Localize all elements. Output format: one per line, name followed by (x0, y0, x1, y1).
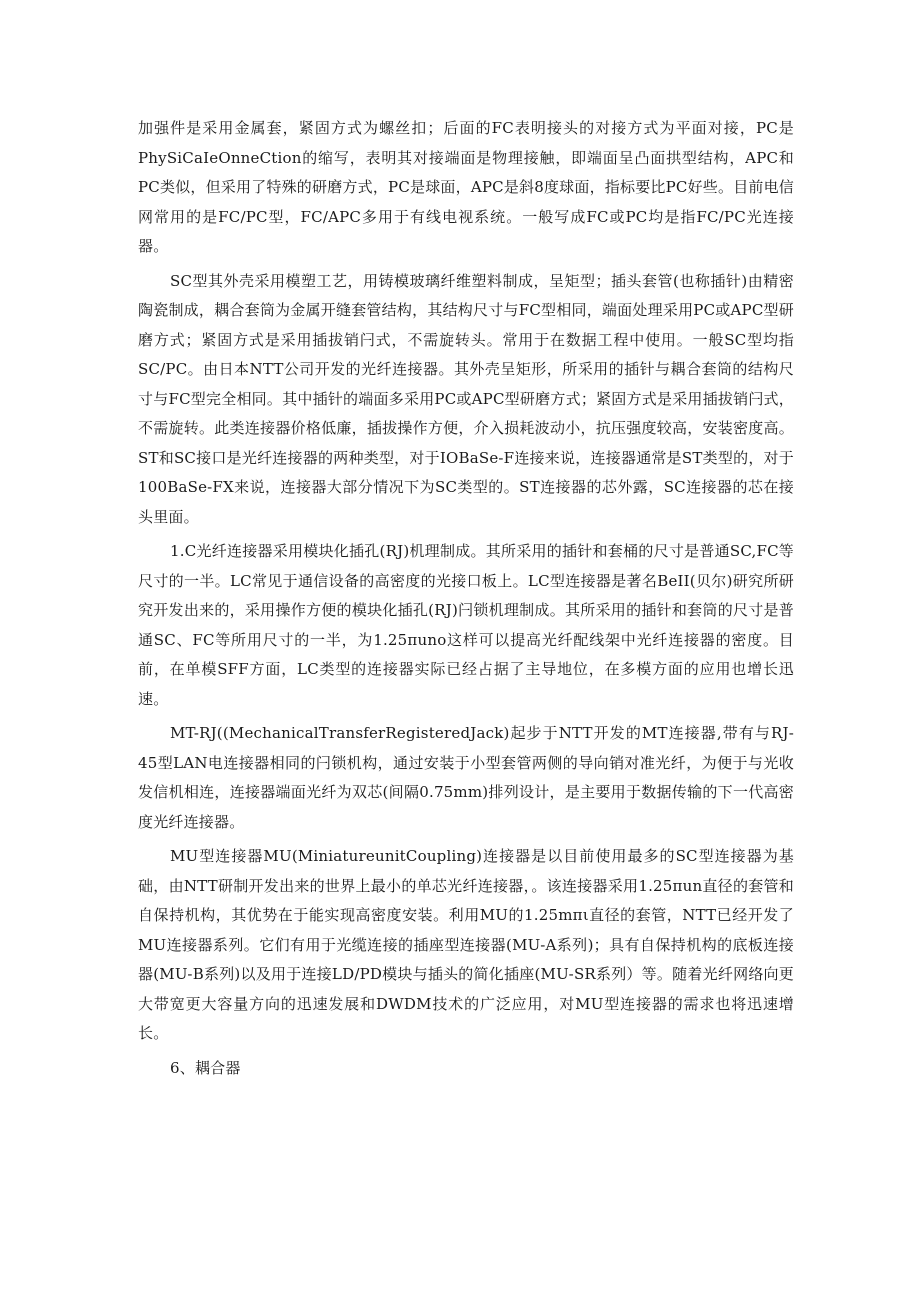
section-heading: 6、耦合器 (170, 1058, 241, 1077)
document-page (138, 114, 794, 1083)
paragraph-mtrj-connector: MT-RJ((MechanicalTransferRegisteredJack)起步于NTT开发的MT连接器,带有与RJ-45型LAN电连接器相同的闩锁机构，通过安装于小型套管两侧的导向销对准光纤，为便于与光收发信机相连，连接器端面光纤为双芯(间隔0.75mm)排列设计，是主要用于数据传输的下一代高密度光纤连接器。 (138, 724, 794, 831)
paragraph-mu-connector: MU型连接器MU(MiniatureunitCoupling)连接器是以目前使用最多的SC型连接器为基础，由NTT研制开发出来的世界上最小的单芯光纤连接器，。该连接器采用1.25πun直径的套管和自保持机构，其优势在于能实现高密度安装。利用MU的1.25mπι直径的套管，NTT已经开发了MU连接器系列。它们有用于光缆连接的插座型连接器(MU-A系列)；具有自保持机构的底板连接器(MU-B系列)以及用于连接LD/PD模块与插头的简化插座(MU-SR系列）等。随着光纤网络向更大带宽更大容量方向的迅速发展和DWDM技术的广泛应用，对MU型连接器的需求也将迅速增长。 (138, 847, 794, 1042)
paragraph-sc-connector: SC型其外壳采用模塑工艺，用铸模玻璃纤维塑料制成，呈矩型；插头套管(也称插针)由精密陶瓷制成，耦合套筒为金属开缝套管结构，其结构尺寸与FC型相同，端面处理采用PC或APC型研磨方式；紧固方式是采用插拔销闩式，不需旋转头。常用于在数据工程中使用。一般SC型均指SC/PC。由日本NTT公司开发的光纤连接器。其外壳呈矩形，所采用的插针与耦合套筒的结构尺寸与FC型完全相同。其中插针的端面多采用PC或APC型研磨方式；紧固方式是采用插拔销闩式，不需旋转。此类连接器价格低廉，插拔操作方便，介入损耗波动小，抗压强度较高，安装密度高。ST和SC接口是光纤连接器的两种类型，对于IOBaSe-F连接来说，连接器通常是ST类型的，对于100BaSe-FX来说，连接器大部分情况下为SC类型的。ST连接器的芯外露，SC连接器的芯在接头里面。 (138, 271, 794, 526)
paragraph-lc-connector: 1.C光纤连接器采用模块化插孔(RJ)机理制成。其所采用的插针和套桶的尺寸是普通SC,FC等尺寸的一半。LC常见于通信设备的高密度的光接口板上。LC型连接器是著名BeII(贝尔)研究所研究开发出来的，采用操作方便的模块化插孔(RJ)闩锁机理制成。其所采用的插针和套筒的尺寸是普通SC、FC等所用尺寸的一半，为1.25πuno这样可以提高光纤配线架中光纤连接器的密度。目前，在单模SFF方面，LC类型的连接器实际已经占据了主导地位，在多模方面的应用也增长迅速。 (138, 542, 794, 708)
paragraph-fc-connector: 加强件是采用金属套，紧固方式为螺丝扣；后面的FC表明接头的对接方式为平面对接，PC是PhySiCaIeOnneCtion的缩写，表明其对接端面是物理接触，即端面呈凸面拱型结构，APC和PC类似，但采用了特殊的研磨方式，PC是球面，APC是斜8度球面，指标要比PC好些。目前电信网常用的是FC/PC型，FC/APC多用于有线电视系统。一般写成FC或PC均是指FC/PC光连接器。 (138, 119, 794, 255)
